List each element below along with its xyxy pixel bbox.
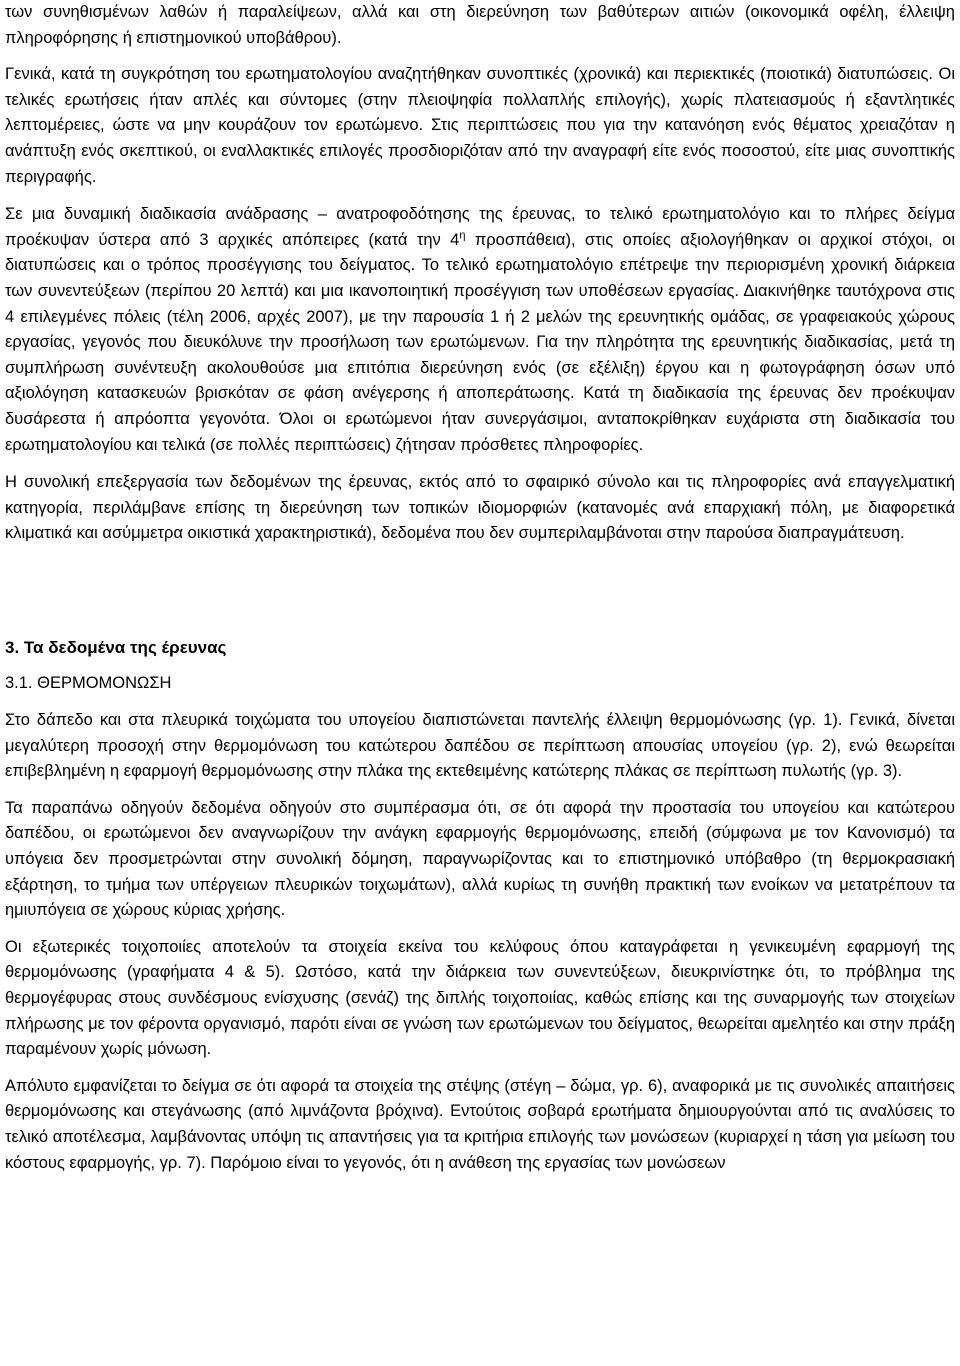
paragraph-research-process-part2: προσπάθεια), στις οποίες αξιολογήθηκαν οι αρχικοί στόχοι, οι διατυπώσεις και ο τρόπος προσέγγισης του δείγματος. Το τελικό ερωτηματολόγιο επέτρεψε την περιορισμένη χρονική διάρκεια των συνεντεύξεων (περίπου 20 λεπτά) και μια ικανοποιητική προσέγγιση των υποθέσεων εργασίας. Διακινήθηκε ταυτόχρονα στις 4 επιλεγμένες πόλεις (τέλη 2006, αρχές 2007), με την παρουσία 1 ή 2 μελών της ερευνητικής ομάδας, σε γραφειακούς χώρους εργασίας, γεγονός που διευκόλυνε την προσήλωση των ερωτώμενων. Για την πληρότητα της ερευνητικής διαδικασίας, μετά τη συμπλήρωση συνέντευξη ακολουθούσε μια επιτόπια διερεύνηση ενός (σε εξέλιξη) έργου και η φωτογράφηση όσων υπό αξιολόγηση κατασκευών βρισκόταν σε φάση ανέγερσης ή αποπεράτωσης. Κατά τη διαδικασία της έρευνας δεν προέκυψαν δυσάρεστα ή απρόοπτα γεγονότα. Όλοι οι ερωτώμενοι ήταν συνεργάσιμοι, ανταποκρίθηκαν ευχάριστα στη διαδικασία του ερωτηματολογίου και τελικά (σε πολλές περιπτώσεις) ζήτησαν πρόσθετες πληροφορίες. [5, 230, 956, 454]
paragraph-conclusions: Τα παραπάνω οδηγούν δεδομένα οδηγούν στο συμπέρασμα ότι, σε ότι αφορά την προστασία του υπογείου και κατώτερου δαπέδου, οι ερωτώμενοι δεν αναγνωρίζουν την ανάγκη εφαρμογής θερμομόνωσης, επειδή (σύμφωνα με τον Κανονισμό) τα υπόγεια δεν προσμετρώνται στην συνολική δόμηση, παραγνωρίζοντας και το επιστημονικό υπόβαθρο (τη θερμοκρασιακή εξάρτηση, το τμήμα των υπέργειων πλευρικών τοιχωμάτων), αλλά κυρίως τη συνήθη πρακτική των ενοίκων να μετατρέπουν τα ημιυπόγεια σε χώρους κύριας χρήσης. [5, 798, 955, 920]
section-heading: 3. Τα δεδομένα της έρευνας [5, 637, 227, 657]
paragraph-basement-insulation: Στο δάπεδο και στα πλευρικά τοιχώματα του υπογείου διαπιστώνεται παντελής έλλειψη θερμομόνωσης (γρ. 1). Γενικά, δίνεται μεγαλύτερη προσοχή στην θερμομόνωση του κατώτερου δαπέδου σε περίπτωση απουσίας υπογείου (γρ. 2), ενώ θεωρείται επιβεβλημένη η εφαρμογή θερμομόνωσης στην πλάκα της εκτεθειμένης κατώτερης πλάκας σε περίπτωση πυλωτής (γρ. 3). [5, 711, 955, 781]
subsection-heading: 3.1. ΘΕΡΜΟΜΟΝΩΣΗ [5, 674, 172, 693]
ordinal-superscript: η [459, 229, 466, 242]
paragraph-research-process-part1: Σε μια δυναμική διαδικασία ανάδρασης – ανατροφοδότησης της έρευνας, το τελικό ερωτηματολόγιο και το πλήρες δείγμα προέκυψαν ύστερα από 3 αρχικές απόπειρες (κατά την 4 [5, 205, 955, 249]
paragraph-research-process [5, 202, 955, 458]
paragraph-intro-continuation: των συνηθισμένων λαθών ή παραλείψεων, αλλά και στη διερεύνηση των βαθύτερων αιτιών (οικονομικά οφέλη, έλλειψη πληροφόρησης ή επιστημονικού υποβάθρου). [5, 3, 955, 47]
document-page [5, 0, 955, 1176]
paragraph-data-processing: Η συνολική επεξεργασία των δεδομένων της έρευνας, εκτός από το σφαιρικό σύνολο και τις πληροφορίες ανά επαγγελματική κατηγορία, περιλάμβανε επίσης τη διερεύνηση των τοπικών ιδιομορφιών (κατανομές ανά επαρχιακή πόλη, με διαφορετικά κλιματικά και ασύμμετρα οικιστικά χαρακτηριστικά), δεδομένα που δεν συμπεριλαμβάνοται στην παρούσα διαπραγμάτευση. [5, 473, 955, 543]
paragraph-questionnaire-design: Γενικά, κατά τη συγκρότηση του ερωτηματολογίου αναζητήθηκαν συνοπτικές (χρονικά) και περιεκτικές (ποιοτικά) διατυπώσεις. Οι τελικές ερωτήσεις ήταν απλές και σύντομες (στην πλειοψηφία πολλαπλής επιλογής), χωρίς πλατειασμούς ή εξαντλητικές λεπτομέρειες, ώστε να μην κουράζουν τον ερωτώμενο. Στις περιπτώσεις που για την κατανόηση ενός θέματος χρειαζόταν η ανάπτυξη ενός σκεπτικού, οι εναλλακτικές επιλογές προσδιοριζόταν από την αναγραφή είτε ενός ποσοστού, είτε μιας συνοπτικής περιγραφής. [5, 65, 955, 186]
paragraph-roof: Απόλυτο εμφανίζεται το δείγμα σε ότι αφορά τα στοιχεία της στέψης (στέγη – δώμα, γρ. 6), αναφορικά με τις συνολικές απαιτήσεις θερμομόνωσης και στεγάνωσης (από λιμνάζοντα βρόχινα). Εντούτοις σοβαρά ερωτήματα δημιουργούνται από τις αναλύσεις το τελικό αποτέλεσμα, λαμβάνοντας υπόψη τις απαντήσεις για τα κριτήρια επιλογής των μονώσεων (κυριαρχεί η τάση για μείωση του κόστους εφαρμογής, γρ. 7). Παρόμοιο είναι το γεγονός, ότι η ανάθεση της εργασίας των μονώσεων [5, 1076, 955, 1172]
paragraph-external-walls: Οι εξωτερικές τοιχοποιίες αποτελούν τα στοιχεία εκείνα του κελύφους όπου καταγράφεται η γενικευμένη εφαρμογή της θερμομόνωσης (γραφήματα 4 & 5). Ωστόσο, κατά την διάρκεια των συνεντεύξεων, διευκρινίστηκε ότι, το πρόβλημα της θερμογέφυρας στους συνδέσμους ενίσχυσης (σενάζ) της διπλής τοιχοποιίας, καθώς επίσης και της συναρμογής των στοιχείων πλήρωσης με τον φέροντα οργανισμό, παρότι είναι σε γνώση των ερωτώμενων του δείγματος, θεωρείται αμελητέο και στην πράξη παραμένουν χωρίς μόνωση. [5, 937, 955, 1059]
